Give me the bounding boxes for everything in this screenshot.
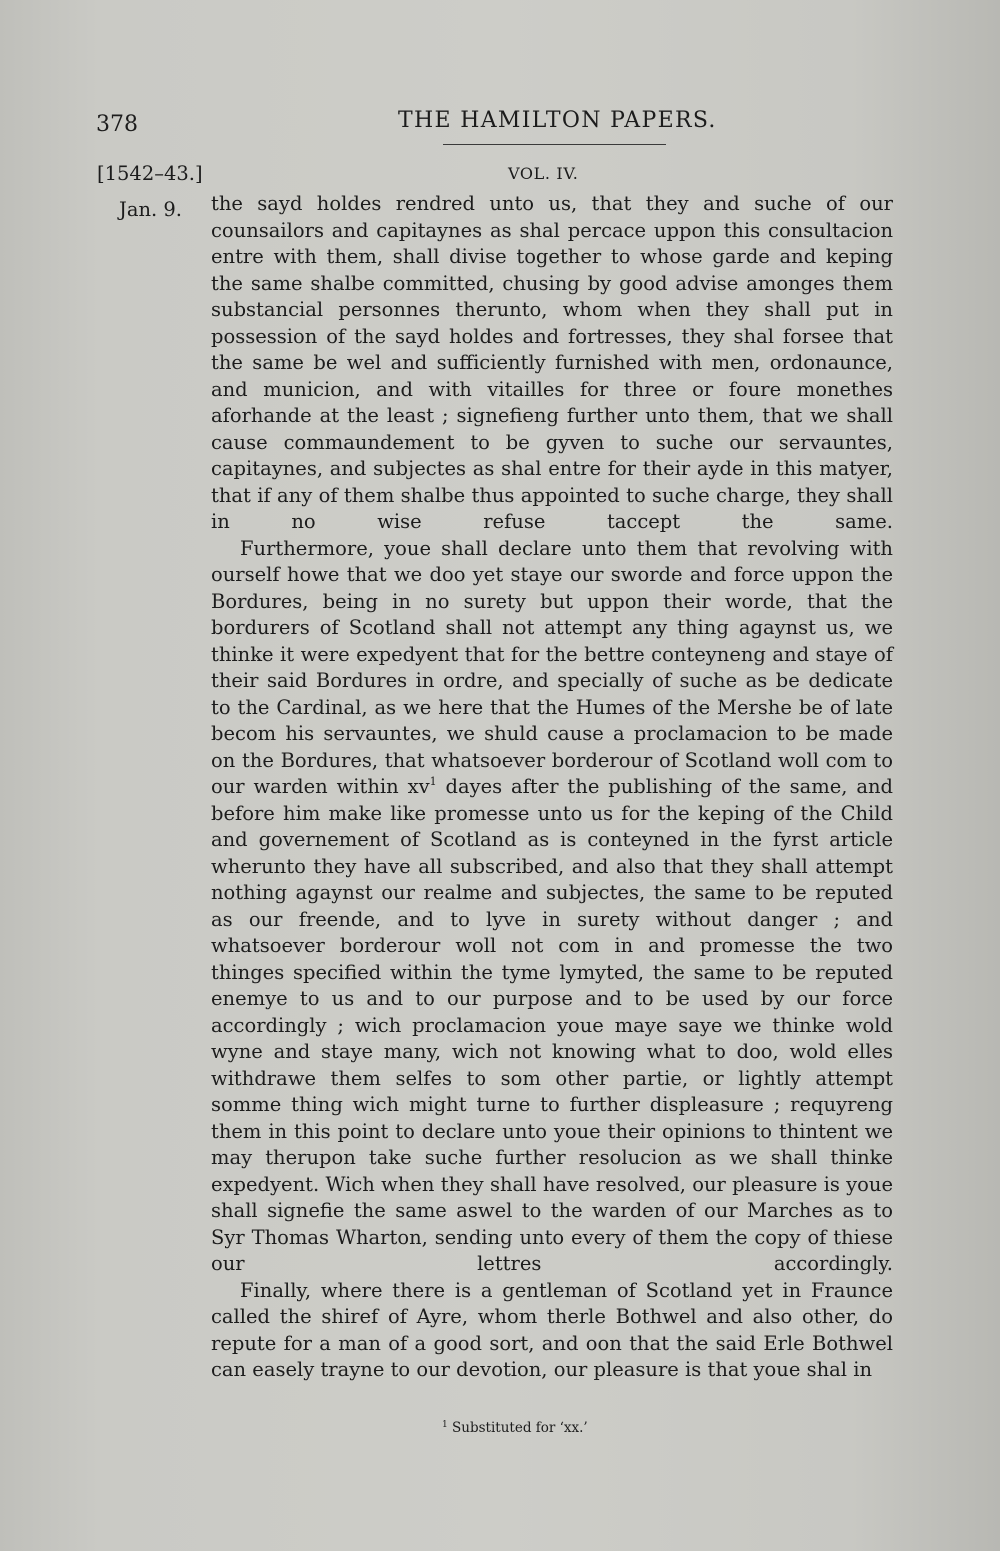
text-line: shall in no wise refuse taccept the same. bbox=[211, 483, 893, 533]
text-line: selfes to som other partie, or lightly attempt somme thing wich bbox=[211, 1066, 894, 1116]
text-line: that if any of them shalbe thus appointed to suche charge, they bbox=[211, 483, 840, 507]
text-line: and governement of Scotland as is conteyned in the fyrst article bbox=[211, 828, 893, 851]
text-line: substancial personnes therunto, whom when they shall put in bbox=[211, 298, 893, 321]
paragraph bbox=[211, 1278, 893, 1384]
text-line: nothing agaynst our realme and subjectes, the same to be reputed as bbox=[211, 881, 893, 931]
text-line: cause commaundement to be gyven to suche our servauntes, bbox=[211, 430, 893, 454]
text-line: wherunto they have all subscribed, and also that they shall attempt bbox=[211, 854, 893, 878]
text-line: to the Cardinal, as we here that the Humes of the Mershe be of bbox=[211, 695, 849, 719]
text-line: same aswel to the warden of our Marches as to Syr Thomas bbox=[211, 1199, 894, 1249]
text-line: our freende, and to lyve in surety without danger ; and whatsoever bbox=[211, 907, 893, 957]
text-line: can easely trayne to our devotion, our pleasure is that youe shal in bbox=[211, 1358, 873, 1381]
footnote bbox=[442, 1420, 588, 1436]
text-line: might turne to further displeasure ; requyreng them in this point to bbox=[211, 1093, 893, 1143]
paragraph bbox=[211, 536, 893, 1278]
footnote-reference: 1 bbox=[429, 775, 437, 788]
text-line: suche further resolucion as we shall thinke expedyent. Wich bbox=[211, 1146, 893, 1196]
text-line: thinke it were expedyent that for the bettre conteyneng and staye bbox=[211, 642, 868, 666]
text-line: proclamacion youe maye saye we thinke wold wyne and staye bbox=[211, 1013, 893, 1063]
text-line: entre with them, shall divise together to whose garde and keping bbox=[211, 245, 893, 268]
text-line: capitaynes, and subjectes as shal entre for their ayde in this matyer, bbox=[211, 457, 893, 480]
margin-date: Jan. 9. bbox=[119, 198, 183, 221]
text-line: and municion, and with vitailles for three or foure monethes bbox=[211, 377, 893, 401]
text-line: ourself howe that we doo yet staye our sworde and force uppon the bbox=[211, 563, 893, 586]
text-line: possession of the sayd holdes and fortresses, they shal forsee that bbox=[211, 324, 893, 348]
text-line: bordurers of Scotland shall not attempt any thing agaynst us, we bbox=[211, 616, 893, 639]
page-number: 378 bbox=[96, 112, 138, 137]
text-line: the same be wel and sufficiently furnished with men, ordonaunce, bbox=[211, 351, 893, 374]
text-line: before him make like promesse unto us for the keping of the Child bbox=[211, 801, 893, 825]
header-rule bbox=[443, 144, 666, 145]
year-range: [1542–43.] bbox=[97, 162, 203, 185]
text-line: Wharton, sending unto every of them the copy of thiese our lettres bbox=[211, 1225, 894, 1275]
text-line: Bordures, being in no surety but uppon their worde, that the bbox=[211, 589, 893, 613]
running-title: THE HAMILTON PAPERS. bbox=[398, 108, 717, 133]
text-line: aforhande at the least ; signefieng further unto them, that we shall bbox=[211, 404, 893, 427]
body-text bbox=[211, 191, 893, 1384]
text-line: accordingly. bbox=[773, 1252, 893, 1275]
text-line: of their said Bordures in ordre, and specially of suche as be dedicate bbox=[211, 642, 894, 692]
text-line: the same shalbe committed, chusing by good advise amonges them bbox=[211, 271, 893, 295]
text-line: Finally, where there is a gentleman of Scotland yet in Fraunce bbox=[240, 1278, 893, 1302]
text-line: called the shiref of Ayre, whom therle Bothwel and also other, do bbox=[211, 1305, 893, 1328]
text-line: repute for a man of a good sort, and oon that the said Erle Bothwel bbox=[211, 1331, 893, 1355]
text-line: to our purpose and to be used by our force accordingly ; wich bbox=[211, 987, 893, 1037]
text-line: when they shall have resolved, our pleasure is youe shall signefie the bbox=[211, 1172, 893, 1222]
text-line: borderour woll not com in and promesse the two thinges specified bbox=[211, 934, 893, 984]
text-line: declare unto youe their opinions to thintent we may therupon take bbox=[211, 1119, 893, 1169]
text-line: our warden within xv bbox=[211, 775, 430, 798]
paragraph bbox=[211, 191, 893, 536]
text-line: on the Bordures, that whatsoever borderour of Scotland woll com to bbox=[211, 748, 893, 772]
text-line: dayes after the publishing of the same, and bbox=[445, 775, 893, 798]
text-line: within the tyme lymyted, the same to be reputed enemye to us and bbox=[211, 960, 894, 1010]
text-line: late becom his servauntes, we shuld cause a proclamacion to be made bbox=[211, 695, 893, 745]
footnote-marker: 1 bbox=[442, 1420, 448, 1430]
footnote-text: Substituted for ‘xx.’ bbox=[452, 1420, 588, 1436]
volume-label: VOL. IV. bbox=[508, 164, 579, 183]
text-line: Furthermore, youe shall declare unto them that revolving with bbox=[240, 536, 893, 560]
text-line: counsailors and capitaynes as shal percace uppon this consultacion bbox=[211, 218, 893, 242]
text-line: the sayd holdes rendred unto us, that they and suche of our bbox=[211, 192, 893, 215]
text-line: many, wich not knowing what to doo, wold elles withdrawe them bbox=[211, 1040, 893, 1090]
